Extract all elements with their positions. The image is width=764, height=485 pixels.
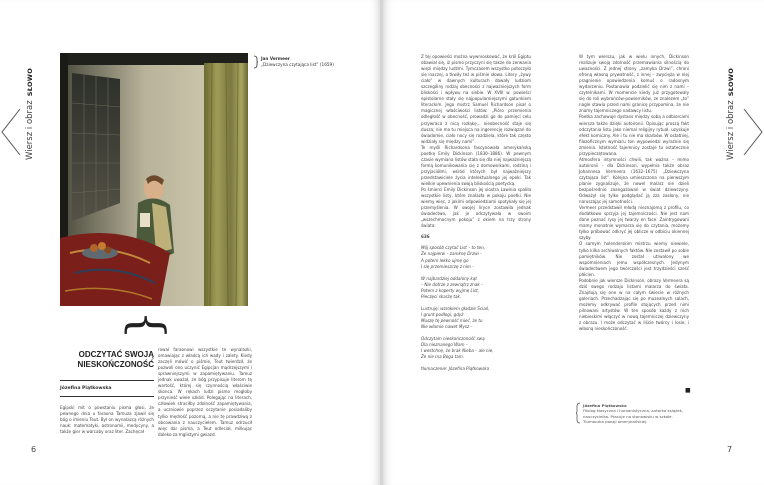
- article-headline: [60, 350, 154, 370]
- poem-line: Że najpierw – zamknę Drzwi –: [421, 251, 483, 257]
- poem-line: Mój sposób czytać List – to ten,: [421, 245, 485, 251]
- column-1-text: Egipski mit o powstaniu pisma głosi, że pewnego dnia u faraona Tamuza zjawił się bóg o imieniu Teut. Był on wynalazcą różnych nauk: matematyki, astronomii, medycyny, a także gier w warcaby oraz liter. Zachęcał: [60, 405, 154, 435]
- bio-text: Filolog klasyczna i humanistyczna, autorka książek, nauczycielka. Pracuje na stanowisku w szkole. Tłumaczka poezji amerykańskiej.: [583, 408, 684, 424]
- poem: [421, 245, 531, 360]
- section-label-right: [726, 68, 736, 160]
- poem-line: A potem lekko ujmę go: [421, 257, 469, 263]
- poem-line: Potem z koperty wyjmę List,: [421, 287, 480, 293]
- poem-number: 636: [421, 234, 430, 240]
- left-page: [0, 0, 380, 485]
- bio-brace-icon: [575, 402, 581, 424]
- article-column-3: [421, 54, 531, 372]
- article-column-4: [579, 54, 689, 332]
- poem-line: Pieczęci skarżę tak.: [421, 293, 462, 299]
- section-label-left: [25, 68, 35, 160]
- decorative-brace: {: [121, 310, 175, 340]
- page-number-left: 6: [31, 445, 37, 454]
- painting-caption: [261, 56, 334, 67]
- poem-line: Dla nieznanego Wam –: [421, 342, 468, 348]
- page-number-right: 7: [727, 445, 733, 454]
- article-column-2: [158, 347, 252, 438]
- article-author: Józefina Piątkowska: [60, 386, 112, 391]
- chevron-right-icon[interactable]: [742, 107, 764, 157]
- section-tag: SŁOWO: [727, 67, 735, 97]
- article-column-1: [60, 405, 154, 435]
- column-3-text: Z tej opowieści można wywnioskować, że król Egiptu obawiał się, iż pismo przyczyni się także do zerwania więzi między ludźmi. Tymczasem wszystko potoczyło się inaczej, a tkwiły też w piśmie słowa. Litery „żywy ciało” w dawnych kulturach dawały ludziom szczególny rodzaj obecności z najważniejszych form bliskości i wpływu na siebie. W XVIII w. powieści epistolarne stały się najpopularniejszymi gatunkiem literackim. Jego mistrz Samuel Richardson pisał o magicznej właściwości listów: „Pióro przemienia odległość w obecność, prowadzi go do pamięci celu przywraca z nicą rozłąkę... nieobecność staje się dusza; nie ma tu miejsca na ingerencję rozwiązań do świadomie, ciało nocy się rozdziela, które tak często widziały się między nami”. Te myśli Richardsona fascynowała amerykańską poetkę Emily Dickinson (1830–1886). W pewnym czasie wymiana listów stała się dla niej najważniejszą formą komunikowania się z domownikami, rodziną i przyjaciółmi, wśród których był najważniejszy przedstawiciele życia intelektualnego jej epoki. Tak wielkie upewnienia swoją bliskością poetycką. Po śmierci Emily Dickinson jej siostra Lawinia spaliła wszystkie listy, które znalazła w pokoju poetki. Nie wiemy więc, z jakimi odpowiedziami spotykały się jej przemyślenia. W swojej liryce zostawiła jednak świadectwo, jak je odczytywała w swoim „wszechmocnym pokoju” z okiem na trzy strony świata:: [421, 54, 531, 229]
- poem-line: Odczytam nieskończoność swą: [421, 335, 485, 341]
- poem-line: I grunt podłogi, gdyż: [421, 311, 464, 317]
- poem-line: Muszę tę pewność mieć, że tu: [421, 317, 483, 323]
- headline-rule: [60, 380, 154, 381]
- poem-line: Że nie ma Boga tam.: [421, 354, 465, 360]
- headline-line-2: NIESKOŃCZONOŚĆ: [77, 360, 154, 369]
- caption-artist: Jan Vermeer: [261, 56, 290, 61]
- caption-brace-icon: [253, 55, 259, 69]
- section-title: Wiersz i obraz: [726, 100, 736, 160]
- bio-name: Józefina Piątkowska: [583, 403, 627, 408]
- column-4-text: W tym wierszu, jak w wielu innych, Dickinson realizuje swoją zdolność przemawiania silnością do uwazności. Z jednej strony „zamyka Drzwi”, chroni ofroną własną prywatność, z innej – zwycięża w niej pragnienie opowiedzenia komuś o radosnym wydarzeniu. Postanawia podzielić się nim z nami – czytelnikami. W momencie kiedy już przygotowały się do roli wybrańców-powierników, ze znalezem „to” nagle stawia przed nami granicę przypomina, że nie znamy tajemniczego nadawcy listu. Poetka zachowuje dystans między sobą a odbiorcami wiersza także dzięki autoironii. Opisując proszą fakt odczytania listu jako niemal religijny rytuał, uzyskuje efekt komiczny. Ale i tu nie ma skarbów. W ostatniej, filozoficznym wymiaru ton wypowiedzi wyraźnie się zmienia. Istotność tajemnicy zostaje tu ostatecznie przypieczętowana. Atmosfera intymności chwili, tak ważna – mimo autoironii – dla Dickinson, wypełnia także obraz Johannesa Vermeera (1632–1675) „Dziewczyna czytająca list”. Kolejna umieszczona na pierwszym planie zygnalizuje, że nowel malarz nie dzieli bezpośrednio zaangażowań w świat dziewczyny. Odważył się tylko podglądać ją zza zasłony, nie naruszając jej samotności. Vermeer przedstawił młodą nieznajomą z profilu, co dodatkowo sprzyja jej tajemniczości. Nie jest nam dane poznać rysy jej twarzy en face. Zaintrygowani mamy monatnie wymarza się do czytania, możemy tylko próbować odkryć jej oblicze w odbiciu okiennej szyby. O samym holenderskim mistrzu wiemy niewiele, tylko kilka archiwalnych faktów. Nie zostawił po sobie pamiętników. Nie został utrwalony we wspomnieniach jemu współczesnych. Jedynym świadectwem jego twórczości jest trzydzieści sześć płócien. Podobnie jak wiersze Dickinson, obrazy Vermeera są dziś swego rodzaju listami malarza do świata. Znajdują się one w na całym świecie w różnych galeriach. Przechadzając się po muzealnych salach, możemy odkrywać profile stojących przed nimi pilnowani artystów. W ten sposób każdy z nich niebieskimi włączyć w nową tajemniczej dziewczyny z obrazu. I może odczytać w liście twórcy i losie, i własną nieskończoność.: [579, 54, 689, 332]
- poem-line: Nie włamie nawet Mysz –: [421, 323, 473, 329]
- poem-line: Lustruję: wzrokiem gładzie Ściań,: [421, 305, 490, 311]
- section-tag: SŁOWO: [26, 67, 34, 97]
- headline-line-1: ODCZYTAĆ SWOJĄ: [78, 350, 154, 359]
- poem-translation-credit: tłumaczenie: Józefina Piątkowska: [421, 366, 490, 372]
- right-page: [383, 0, 764, 485]
- poem-line: – Nie dotrze z zewnątrz znak –: [421, 281, 484, 287]
- poem-line: I się przemieszczę z nim –: [421, 263, 475, 269]
- poem-line: I westchnę, że brak Nieba – ale nie,: [421, 348, 494, 354]
- poem-line: W najbardziej oddalony kąt: [421, 275, 477, 281]
- section-title: Wiersz i obraz: [25, 100, 35, 160]
- author-rule: [60, 396, 154, 397]
- chevron-left-icon[interactable]: [0, 107, 22, 157]
- end-mark-icon: ■: [685, 387, 691, 394]
- author-bio: [583, 403, 689, 424]
- caption-title: „Dziewczyna czytająca list” (1659): [261, 61, 334, 67]
- column-2-text: rowal faraonowi wszystkie te wynalazki, omawiając z władcą ich wady i zalety. Kiedy zaczęli mówić o piśmie, Teut twierdził, że pozwoli ono uczynić Egipcjan mądrzejszymi i sprawniejszymi w zapamiętywaniu. Tamuz jednak uważał, że bóg przypisuje literom tę wartość, której się czynnością właściwie skonca. W rękach ludzi pismo mogłoby przynieść wiele szkód. Polegając na literach, człowiek straciłby zdolność zapamiętywania, a uczniowie poprzez oczytanie posiadaliby tylko mędrość pozorną, a nie tę prawdziwą z obcowania z nauczycielem. Tamuz odrzucił więc dar pisma, a Teut odleciał, milkując daleko za mglistymi gwiazd.: [158, 347, 252, 437]
